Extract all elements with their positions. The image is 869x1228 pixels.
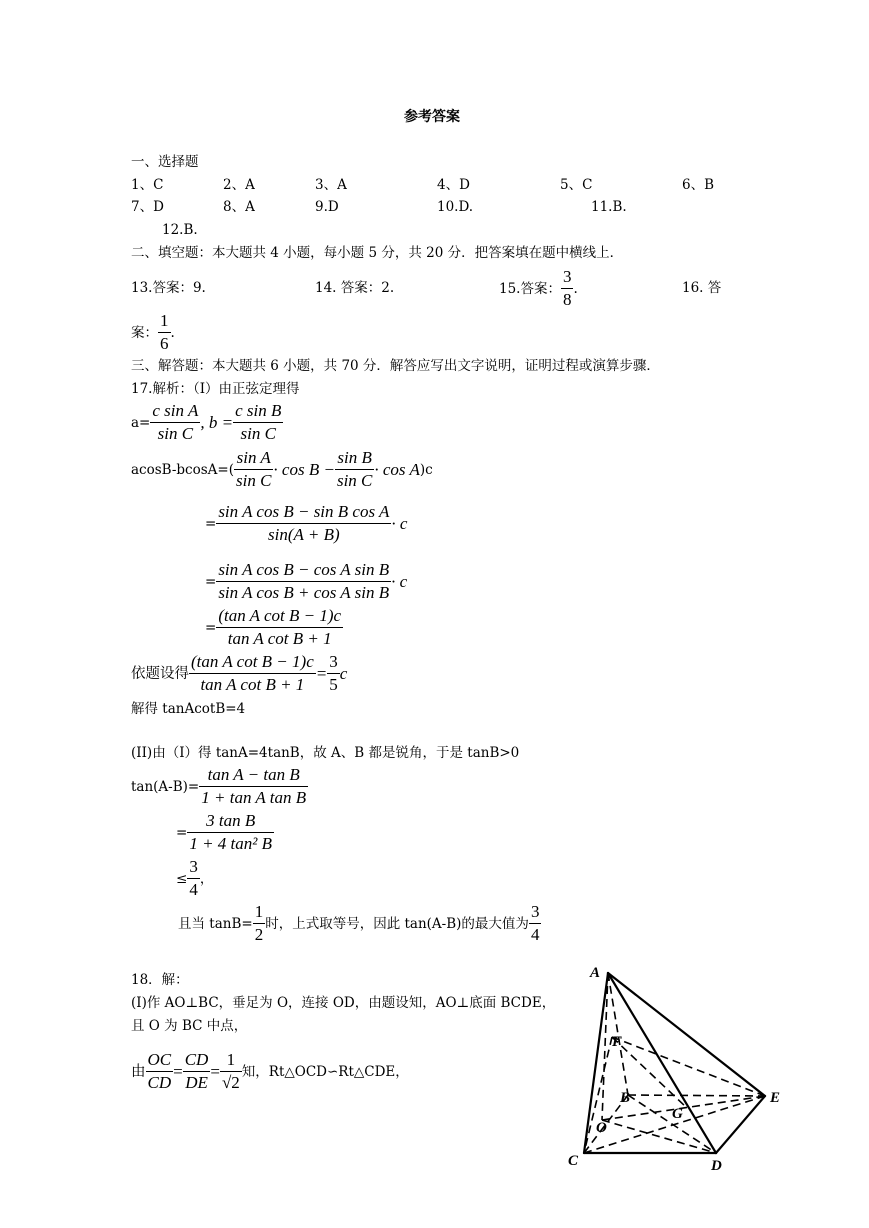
fraction-denominator: sin A cos B + cos A sin B [218,583,390,602]
fraction [335,447,374,492]
answer-4: 4、D [437,177,470,193]
answer-16-tail: . [170,324,175,341]
fraction-numerator: 3 tan B [187,810,274,833]
eq-acosb [131,447,433,492]
vertex-label-o: O [596,1120,607,1136]
eq-text: c [339,663,348,683]
eq-label: 依题设得 [131,665,189,682]
vertex-label-f: F [612,1034,623,1050]
answer-13: 13.答案：9. [131,280,206,296]
fraction-numerator: 1 [220,1049,242,1072]
fraction [146,1049,174,1094]
fraction [529,901,542,946]
eq-equals: = [176,824,188,841]
edge-ad [608,973,716,1153]
fraction-numerator: c sin B [233,400,283,423]
fraction-denominator: 1 + 4 tan² B [189,834,272,853]
answer-5: 5、C [560,177,593,193]
eq-label: tan(A-B)= [131,778,200,795]
problem-18-line-2: 且 O 为 BC 中点， [131,1018,248,1034]
answer-7: 7、D [131,199,164,215]
fraction-denominator: 1 + tan A tan B [201,788,307,807]
eq-equals: = [205,515,217,532]
eq-text: · cos B − [273,459,335,479]
answer-1: 1、C [131,177,164,193]
eq-equals: = [205,619,217,636]
problem-18-intro: 18．解： [131,972,189,988]
eq-text: , b = [200,412,234,432]
fraction-denominator: 6 [160,334,169,353]
edge-ae [608,973,765,1096]
fraction-denominator: 2 [254,925,264,944]
fraction [216,559,391,604]
answer-16-label: 16. 答 [682,280,722,296]
fraction [216,501,391,546]
fraction-numerator: 3 [561,266,574,289]
fraction-numerator: 3 [529,901,542,924]
answer-10: 10.D. [437,199,474,215]
fraction-denominator: DE [185,1073,208,1092]
eq-tan-step-2 [176,810,274,855]
answer-16-fraction [158,310,171,355]
eq-similar-triangles [131,1049,409,1094]
fraction [183,1049,211,1094]
eq-text: ， [199,870,214,887]
eq-sine-law [131,400,283,445]
eq-equals: = [315,663,328,683]
fraction-numerator: sin A [234,447,273,470]
fraction [327,651,340,696]
vertex-label-b: B [620,1090,631,1106]
edge-bd [628,1095,716,1153]
fraction-numerator: 3 [187,856,200,879]
eq-tan-diff [131,764,308,809]
fraction-denominator: 5 [329,675,338,694]
fraction [187,856,200,901]
vertex-label-c: C [568,1153,579,1169]
fraction-denominator: sin C [157,424,194,443]
answer-14: 14. 答案：2. [315,280,395,296]
fraction-numerator: sin A cos B − cos A sin B [216,559,391,582]
eq-label: 由 [131,1063,146,1080]
eq-label: 且当 tanB= [178,915,253,932]
fraction-denominator: 4 [189,880,198,899]
eq-equals: = [173,1061,183,1081]
vertex-label-d: D [711,1158,722,1174]
fraction-numerator: 3 [327,651,340,674]
eq-given [131,651,347,696]
eq-step-4 [205,559,407,604]
fraction-numerator: sin A cos B − sin B cos A [216,501,391,524]
eq-step-5 [205,605,343,650]
edge-ce [584,1096,765,1153]
eq-equals: = [205,573,217,590]
pyramid-figure [560,960,790,1175]
fraction-denominator: tan A cot B + 1 [200,675,305,694]
vertex-label-e: E [770,1090,781,1106]
answer-15-tail: . [573,280,578,297]
fraction [253,901,266,946]
eq-le: ≤ [176,870,188,887]
vertex-label-g: G [672,1106,683,1122]
part-2-intro: (II)由（Ⅰ）得 tanA=4tanB，故 A、B 都是锐角，于是 tanB>0 [131,745,520,761]
eq-text: 时，上式取等号，因此 tan(A-B)的最大值为 [265,915,529,932]
eq-tan-step-3 [176,856,213,901]
page-title: 参考答案 [404,109,460,125]
fraction-numerator: (tan A cot B − 1)c [189,651,316,674]
fraction [220,1049,242,1094]
eq-result: 解得 tanAcotB=4 [131,701,246,717]
fraction [150,400,200,445]
fraction [199,764,308,809]
answer-11: 11.B. [591,199,627,215]
eq-text: · c [391,513,408,533]
answer-12: 12.B. [162,222,198,238]
answer-15-label: 15.答案： [499,280,561,297]
fraction-denominator: √2 [221,1073,240,1092]
answer-2: 2、A [223,177,255,193]
edge-be [628,1095,765,1096]
fraction-denominator: 4 [530,925,540,944]
section-heading-solve: 三、解答题：本大题共 6 小题，共 70 分．解答应写出文字说明，证明过程或演算步骤． [131,358,660,374]
answer-15-fraction [561,266,574,311]
answer-3: 3、A [315,177,347,193]
fraction-denominator: sin C [235,471,272,490]
fraction-numerator: sin B [335,447,374,470]
fraction-numerator: CD [183,1049,211,1072]
vertex-label-a: A [590,965,601,981]
eq-step-3 [205,501,407,546]
fraction [189,651,316,696]
fraction-denominator: sin(A + B) [268,525,340,544]
answer-8: 8、A [223,199,255,215]
answer-16 [131,310,175,355]
eq-text: 知，Rt△OCD∽Rt△CDE， [241,1063,409,1080]
answer-6: 6、B [682,177,715,193]
eq-label: a= [131,414,151,431]
eq-text: · cos A [374,459,420,479]
fraction-denominator: sin C [336,471,373,490]
eq-text: )c [419,461,433,478]
edge-fe [612,1037,765,1096]
fraction [234,447,273,492]
fraction-numerator: 1 [158,310,171,333]
eq-tan-equality [178,901,541,946]
answer-15 [499,266,578,311]
fraction-denominator: 8 [562,290,572,309]
eq-label: acosB-bcosA=( [131,461,234,478]
answer-9: 9.D [315,199,339,215]
fraction-denominator: CD [147,1073,172,1092]
fraction-denominator: tan A cot B + 1 [227,629,332,648]
problem-17-intro: 17.解析：（Ⅰ）由正弦定理得 [131,381,300,397]
eq-equals: = [210,1061,220,1081]
figure-labels [568,965,780,1174]
fraction-numerator: OC [146,1049,174,1072]
problem-18-line-1: (I)作 AO⊥BC，垂足为 O，连接 OD，由题设知，AO⊥底面 BCDE， [131,995,556,1011]
section-heading-choice: 一、选择题 [131,154,199,170]
fraction [233,400,283,445]
eq-text: · c [391,571,408,591]
fraction [187,810,274,855]
fraction-numerator: tan A − tan B [199,764,308,787]
fraction [216,605,343,650]
answer-16-label-2: 案： [131,324,158,341]
fraction-denominator: sin C [240,424,276,443]
fraction-numerator: 1 [253,901,266,924]
fraction-numerator: (tan A cot B − 1)c [216,605,343,628]
fraction-numerator: c sin A [150,400,200,423]
section-heading-fill: 二、填空题：本大题共 4 小题，每小题 5 分，共 20 分．把答案填在题中横线上． [131,245,624,261]
